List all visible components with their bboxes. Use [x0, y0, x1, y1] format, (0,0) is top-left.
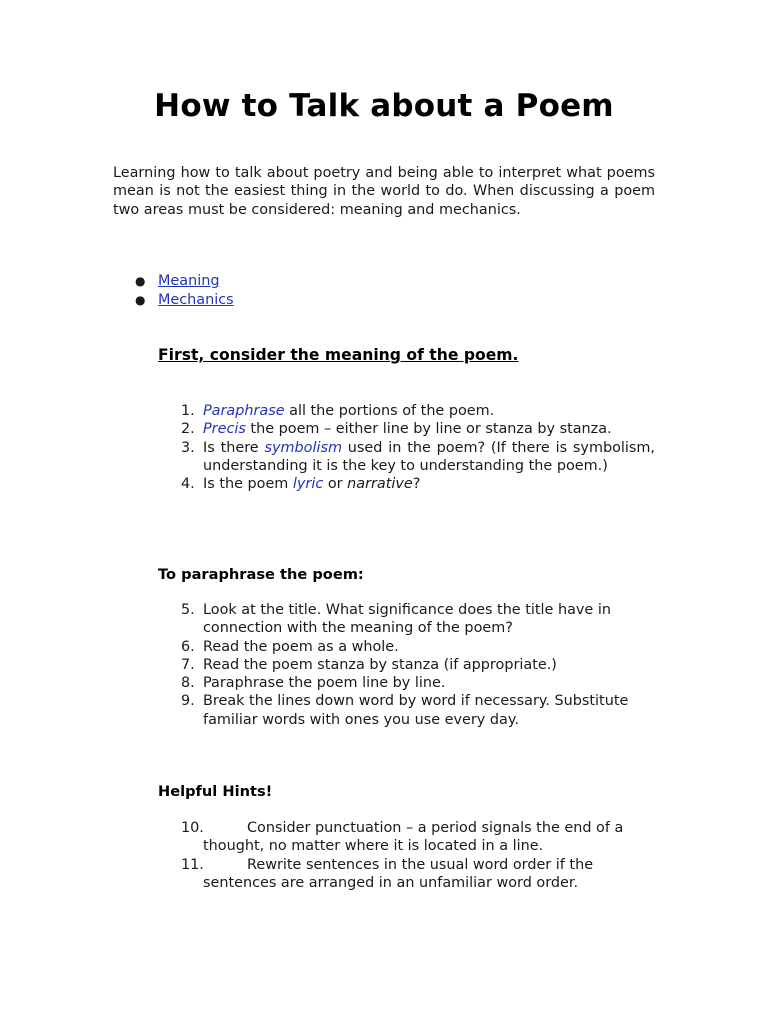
item-text: Look at the title. What significance does the title have in connection with the meaning of the poem? — [203, 602, 611, 637]
hints-list — [158, 819, 655, 892]
item-number: 4. — [181, 476, 195, 493]
item-text-prefix: Is the poem — [203, 476, 293, 493]
bullet-icon: ● — [135, 292, 146, 307]
item-text: Read the poem as a whole. — [203, 638, 399, 655]
item-text: Consider punctuation – a period signals the end of a thought, no matter where it is located in a line. — [203, 820, 624, 855]
list-item — [158, 856, 655, 893]
item-number: 1. — [181, 403, 195, 419]
item-text: Break the lines down word by word if necessary. Substitute familiar words with ones you use every day. — [203, 693, 629, 728]
bullet-icon: ● — [135, 274, 146, 288]
item-text-middle: or — [323, 476, 348, 493]
item-text: Read the poem stanza by stanza (if appropriate.) — [203, 656, 557, 673]
list-item — [158, 402, 655, 420]
paraphrase-steps-list — [158, 601, 655, 729]
list-item — [158, 420, 655, 438]
item-number: 7. — [181, 656, 195, 673]
intro-paragraph: Learning how to talk about poetry and being able to interpret what poems mean is not the easiest thing in the world to do. When discussing a poem two areas must be considered: meaning and mechanics. — [113, 165, 655, 218]
list-item — [158, 475, 655, 493]
keyword-paraphrase: Paraphrase — [203, 403, 285, 419]
meaning-heading: First, consider the meaning of the poem. — [158, 346, 519, 364]
keyword-precis: Precis — [203, 421, 246, 438]
item-text: the poem – either line by line or stanza by stanza. — [245, 421, 612, 438]
paraphrase-heading: To paraphrase the poem: — [158, 566, 364, 583]
meaning-link[interactable]: Meaning — [158, 273, 220, 289]
item-text: all the portions of the poem. — [284, 403, 495, 419]
page-title: How to Talk about a Poem — [154, 88, 614, 124]
hints-heading: Helpful Hints! — [158, 783, 273, 800]
list-item — [158, 656, 655, 674]
item-text: ? — [412, 476, 421, 493]
keyword-lyric: lyric — [292, 476, 324, 493]
topic-link-list — [113, 272, 653, 309]
item-number: 2. — [181, 421, 195, 438]
item-number: 10. — [181, 820, 204, 836]
list-item — [158, 674, 655, 692]
item-number: 3. — [181, 439, 195, 456]
keyword-narrative: narrative — [347, 476, 413, 493]
list-item — [113, 291, 653, 310]
item-number: 6. — [181, 638, 195, 655]
item-number: 8. — [181, 675, 195, 692]
list-item — [158, 692, 655, 729]
item-number: 5. — [181, 602, 195, 618]
mechanics-link[interactable]: Mechanics — [158, 291, 234, 308]
list-item — [158, 638, 655, 656]
item-text: Rewrite sentences in the usual word order if the sentences are arranged in an unfamiliar word order. — [203, 856, 594, 891]
item-number: 9. — [181, 693, 195, 710]
list-item — [113, 272, 653, 291]
list-item — [158, 819, 655, 856]
list-item — [158, 601, 655, 638]
keyword-symbolism: symbolism — [264, 439, 342, 456]
item-text: Paraphrase the poem line by line. — [203, 675, 446, 692]
list-item — [158, 439, 655, 476]
item-text: used in the poem? (If there is symbolism, understanding it is the key to understanding the poem.) — [203, 439, 655, 474]
meaning-steps-list — [158, 402, 655, 493]
item-number: 11. — [181, 856, 204, 873]
item-text-prefix: Is there — [203, 439, 265, 456]
